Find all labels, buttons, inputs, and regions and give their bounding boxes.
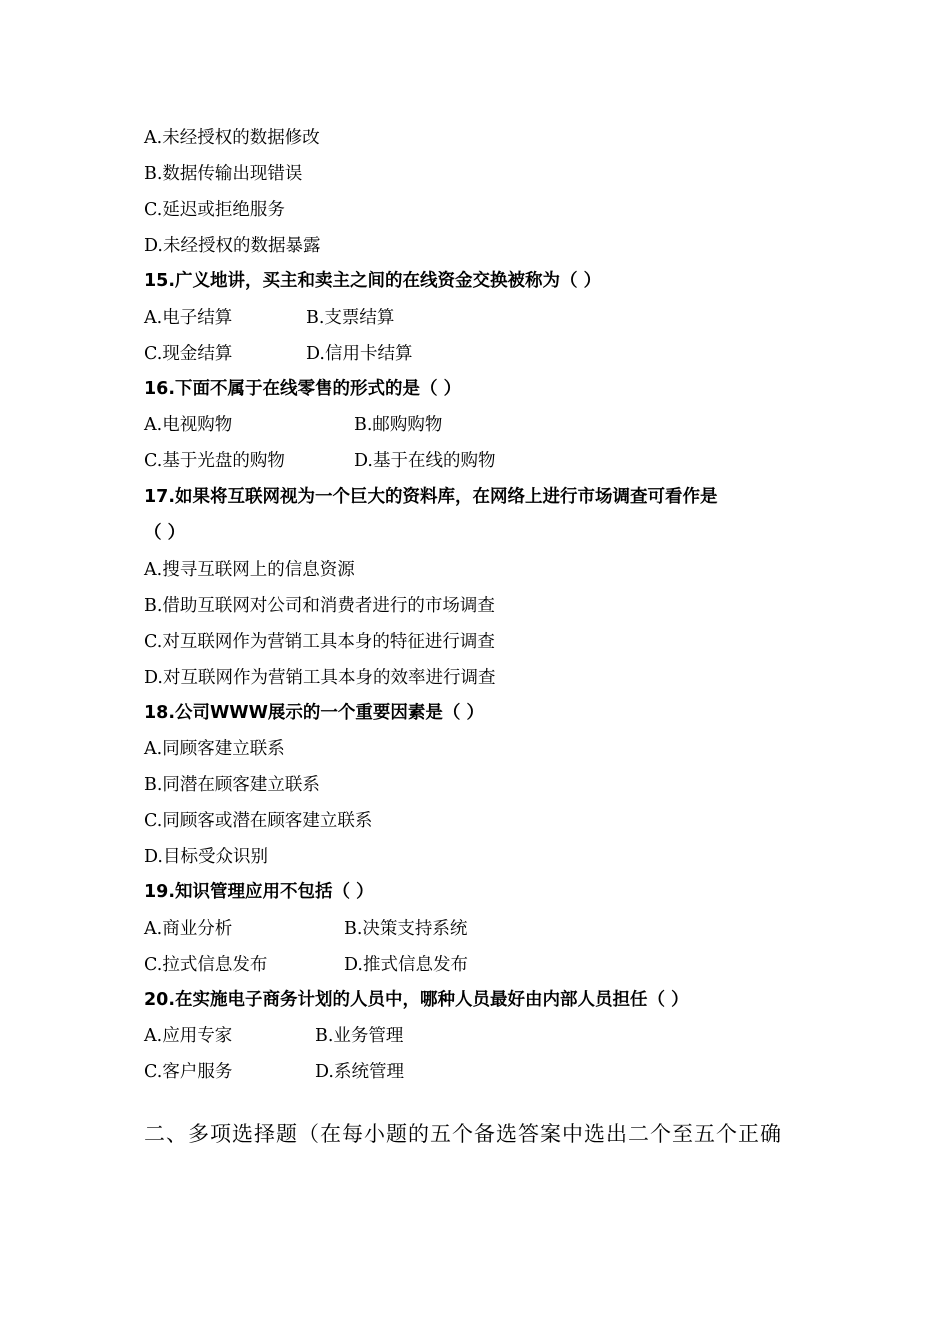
q19-option-c: C.拉式信息发布	[144, 955, 268, 975]
q19-option-b: B.决策支持系统	[344, 919, 468, 939]
q17-option-d: D.对互联网作为营销工具本身的效率进行调查	[144, 668, 496, 688]
q19-option-d: D.推式信息发布	[344, 955, 468, 975]
q16-option-b: B.邮购购物	[354, 415, 443, 435]
q17-option-c: C.对互联网作为营销工具本身的特征进行调查	[144, 632, 495, 652]
q17-option-a: A.搜寻互联网上的信息资源	[144, 560, 355, 580]
q20-option-c: C.客户服务	[144, 1062, 233, 1082]
q18-option-b: B.同潜在顾客建立联系	[144, 775, 320, 795]
q16-option-a: A.电视购物	[144, 415, 233, 435]
q14-option-d: D.未经授权的数据暴露	[144, 236, 321, 256]
q15-option-b: B.支票结算	[306, 308, 395, 328]
q18-option-d: D.目标受众识别	[144, 847, 268, 867]
q20-option-a: A.应用专家	[144, 1026, 233, 1046]
q20-option-d: D.系统管理	[315, 1062, 404, 1082]
q15-option-row-1	[144, 307, 395, 329]
q15-option-row-2	[144, 343, 413, 365]
q14-option-c: C.延迟或拒绝服务	[144, 200, 285, 220]
q17-option-b: B.借助互联网对公司和消费者进行的市场调查	[144, 596, 495, 616]
q15-option-a: A.电子结算	[144, 308, 233, 328]
q16-option-row-1	[144, 414, 443, 436]
q17-question-line-1: 17.如果将互联网视为一个巨大的资料库，在网络上进行市场调查可看作是	[144, 487, 718, 507]
q15-option-c: C.现金结算	[144, 344, 233, 364]
q14-option-a: A.未经授权的数据修改	[144, 128, 320, 148]
q18-option-a: A.同顾客建立联系	[144, 739, 285, 759]
q14-option-b: B.数据传输出现错误	[144, 164, 303, 184]
q20-question: 20.在实施电子商务计划的人员中，哪种人员最好由内部人员担任（ ）	[144, 990, 689, 1010]
q17-question-line-2: （ ）	[144, 523, 186, 543]
q16-option-c: C.基于光盘的购物	[144, 451, 285, 471]
q19-option-row-1	[144, 918, 468, 940]
q20-option-b: B.业务管理	[315, 1026, 404, 1046]
q18-question: 18.公司WWW展示的一个重要因素是（ ）	[144, 703, 485, 723]
q18-option-c: C.同顾客或潜在顾客建立联系	[144, 811, 373, 831]
q19-question: 19.知识管理应用不包括（ ）	[144, 882, 374, 902]
q20-option-row-1	[144, 1025, 404, 1047]
q20-option-row-2	[144, 1061, 404, 1083]
q16-question: 16.下面不属于在线零售的形式的是（ ）	[144, 379, 462, 399]
section-2-heading: 二、多项选择题（在每小题的五个备选答案中选出二个至五个正确	[144, 1122, 782, 1146]
q16-option-row-2	[144, 450, 496, 472]
q15-question: 15.广义地讲，买主和卖主之间的在线资金交换被称为（ ）	[144, 271, 602, 291]
q19-option-a: A.商业分析	[144, 919, 233, 939]
q16-option-d: D.基于在线的购物	[354, 451, 496, 471]
q15-option-d: D.信用卡结算	[306, 344, 413, 364]
q19-option-row-2	[144, 954, 468, 976]
